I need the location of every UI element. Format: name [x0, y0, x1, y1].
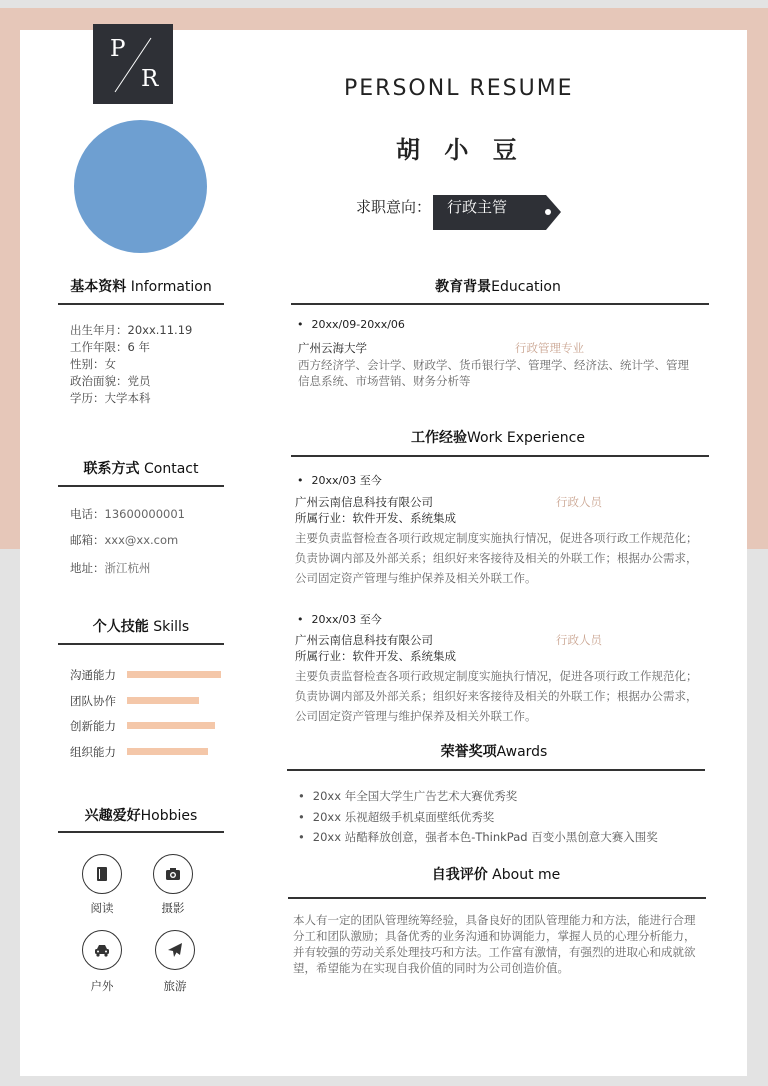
education-heading: 教育背景Education	[435, 279, 561, 295]
birth-date: 出生年月：20xx.11.19	[70, 323, 193, 337]
person-name: 胡 小 豆	[396, 136, 525, 164]
award-item: • 20xx 乐视超级手机桌面壁纸优秀奖	[298, 809, 494, 825]
email: 邮箱：xxx@xx.com	[70, 533, 179, 547]
job-position: 行政人员	[556, 633, 602, 647]
courses: 西方经济学、会计学、财政学、货币银行学、管理学、经济法、统计学、管理信息系统、市场营销、财务分析等	[298, 358, 689, 388]
basic-info-heading: 基本资料 Information	[70, 279, 212, 295]
phone: 电话：13600000001	[70, 507, 185, 521]
job-description: 主要负责监督检查各项行政规定制度实施执行情况，促进各项行政工作规范化；负责协调内部及外部关系；组织好来客接待及相关的外联工作；根据办公需求，公司固定资产管理与维护保养及相关外联工作。	[295, 531, 698, 585]
skill-bar	[127, 722, 215, 729]
address: 地址：浙江杭州	[70, 561, 151, 575]
skill-bar	[127, 671, 221, 678]
logo-letter-r: R	[141, 66, 159, 92]
skill-bar	[127, 697, 199, 704]
divider	[58, 485, 224, 487]
skill-label: 组织能力	[70, 745, 116, 759]
school-name: 广州云海大学	[298, 341, 367, 355]
skill-label: 沟通能力	[70, 668, 116, 682]
airplane-icon	[155, 930, 195, 970]
camera-icon	[153, 854, 193, 894]
divider	[287, 769, 705, 771]
divider	[291, 455, 709, 457]
skill-label: 团队协作	[70, 694, 116, 708]
job-date: • 20xx/03 至今	[297, 611, 382, 627]
job-date: • 20xx/03 至今	[297, 472, 382, 488]
divider	[291, 303, 709, 305]
company-name: 广州云南信息科技有限公司	[295, 633, 433, 647]
major: 行政管理专业	[515, 341, 584, 355]
car-icon	[82, 930, 122, 970]
divider	[58, 303, 224, 305]
award-item: • 20xx 站酷释放创意，强者本色-ThinkPad 百变小黑创意大赛入围奖	[298, 829, 658, 845]
divider	[58, 643, 224, 645]
contact-heading: 联系方式 Contact	[83, 461, 199, 477]
education-date: • 20xx/09-20xx/06	[297, 318, 405, 331]
awards-heading: 荣誉奖项Awards	[440, 744, 548, 760]
job-intent-value: 行政主管	[447, 198, 508, 216]
self-evaluation: 本人有一定的团队管理统筹经验，具备良好的团队管理能力和方法，能进行合理分工和团队激励；具备优秀的业务沟通和协调能力，掌握人员的心理分析能力，并有较强的劳动关系处理技巧和方法。工作富有激情，有强烈的进取心和成就欲望，希望能为在实现自我价值的同时为公司创造价值。	[293, 913, 696, 975]
pr-logo	[93, 24, 173, 104]
book-icon	[82, 854, 122, 894]
skills-heading: 个人技能 Skills	[92, 619, 190, 635]
award-item: • 20xx 年全国大学生广告艺术大赛优秀奖	[298, 788, 517, 804]
logo-divider	[93, 24, 173, 104]
job-intent-label: 求职意向：	[356, 198, 432, 216]
skill-label: 创新能力	[70, 719, 116, 733]
basic-info-list	[70, 322, 192, 407]
work-heading: 工作经验Work Experience	[411, 430, 585, 446]
education-level: 学历：大学本科	[70, 391, 151, 405]
company-name: 广州云南信息科技有限公司	[295, 495, 433, 509]
avatar	[74, 120, 207, 253]
hobby-label: 旅游	[163, 979, 187, 993]
political-status: 政治面貌：党员	[70, 374, 151, 388]
gender: 性别：女	[70, 357, 116, 371]
hobby-label: 摄影	[161, 901, 185, 915]
industry: 所属行业：软件开发、系统集成	[295, 649, 456, 663]
industry: 所属行业：软件开发、系统集成	[295, 511, 456, 525]
about-heading: 自我评价 About me	[431, 867, 561, 883]
divider	[288, 897, 706, 899]
hobby-label: 阅读	[90, 901, 114, 915]
logo-letter-p: P	[110, 36, 126, 62]
resume-title: PERSONL RESUME	[344, 76, 574, 101]
job-position: 行政人员	[556, 495, 602, 509]
skill-bar	[127, 748, 208, 755]
work-years: 工作年限：6 年	[70, 340, 150, 354]
job-intent-tag	[433, 195, 561, 230]
hobby-label: 户外	[90, 979, 114, 993]
hobbies-heading: 兴趣爱好Hobbies	[84, 808, 198, 824]
divider	[58, 831, 224, 833]
job-description: 主要负责监督检查各项行政规定制度实施执行情况，促进各项行政工作规范化；负责协调内部及外部关系；组织好来客接待及相关的外联工作；根据办公需求，公司固定资产管理与维护保养及相关外联工作。	[295, 669, 698, 723]
